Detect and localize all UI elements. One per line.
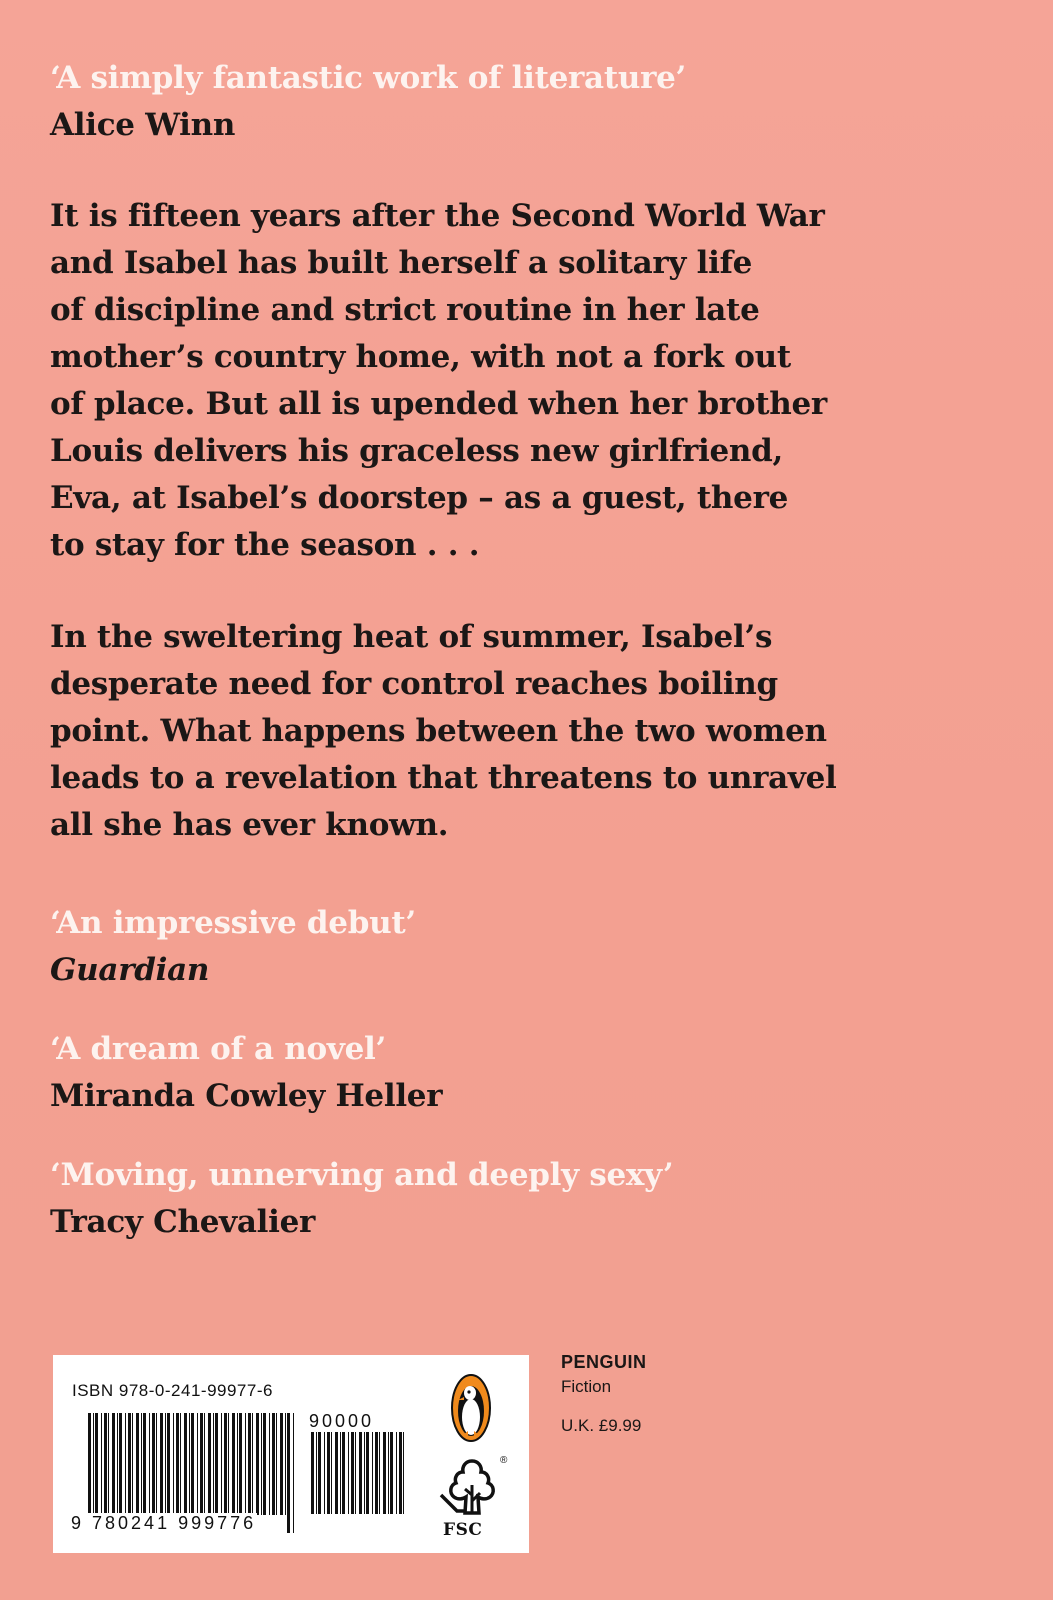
quote-top: ‘A simply fantastic work of literature’ [50, 60, 687, 96]
barcode-bar [359, 1432, 362, 1514]
barcode-bar [342, 1432, 345, 1514]
barcode-bar [245, 1413, 246, 1515]
barcode-bar [95, 1413, 98, 1515]
barcode-bar [191, 1413, 194, 1515]
barcode-bar [327, 1432, 330, 1514]
barcode-bar [167, 1413, 170, 1515]
book-price: U.K. £9.99 [561, 1416, 642, 1435]
barcode-bar [263, 1413, 266, 1515]
barcode-bar [311, 1432, 314, 1514]
blurb-line: of place. But all is upended when her brother [50, 386, 827, 422]
barcode-bar [237, 1413, 238, 1515]
barcode-bar [104, 1413, 107, 1515]
barcode-bar [156, 1413, 157, 1515]
barcode-bar [379, 1432, 380, 1514]
barcode-bar [351, 1432, 354, 1514]
book-category: Fiction [561, 1377, 612, 1396]
barcode-bar [197, 1413, 198, 1515]
blurb-line: Eva, at Isabel’s doorstep – as a guest, there [50, 480, 789, 516]
blurb-line: of discipline and strict routine in her late [50, 292, 760, 328]
barcode-bar [293, 1413, 294, 1533]
review-quote: ‘A dream of a novel’ [50, 1031, 386, 1067]
barcode-bar [108, 1413, 109, 1515]
barcode-bar [215, 1413, 218, 1515]
barcode-bar [280, 1413, 283, 1515]
barcode-bar [287, 1413, 290, 1533]
blurb-line: leads to a revelation that threatens to unravel [50, 760, 837, 796]
barcode-bar [256, 1413, 259, 1515]
barcode-bar [366, 1432, 369, 1514]
barcode-bar [335, 1432, 338, 1514]
review-quote: ‘An impressive debut’ [50, 905, 416, 941]
review-quote: ‘Moving, unnerving and deeply sexy’ [50, 1157, 674, 1193]
review-author: Tracy Chevalier [50, 1204, 316, 1240]
blurb-line: mother’s country home, with not a fork out [50, 339, 791, 375]
barcode-bar [383, 1432, 386, 1514]
barcode-bar [261, 1413, 262, 1515]
barcode-bar [173, 1413, 174, 1515]
barcode-bar [324, 1432, 325, 1514]
blurb-line: to stay for the season . . . [50, 527, 480, 563]
barcode-bar [149, 1413, 150, 1515]
barcode-bar [390, 1432, 393, 1514]
barcode-bar [165, 1413, 166, 1515]
barcode-bar [272, 1413, 275, 1515]
barcode-bar [117, 1413, 118, 1515]
fsc-label: FSC [443, 1520, 483, 1540]
barcode-bar [318, 1432, 321, 1514]
barcode-bar [101, 1413, 102, 1515]
barcode-bar [248, 1413, 251, 1515]
barcode-bar [176, 1413, 179, 1515]
barcode-bar [228, 1413, 229, 1515]
review-author: Miranda Cowley Heller [50, 1078, 443, 1114]
blurb-line: Louis delivers his graceless new girlfriend, [50, 433, 784, 469]
barcode-bar [128, 1413, 131, 1515]
barcode-bar [160, 1413, 163, 1515]
barcode-bar [388, 1432, 389, 1514]
barcode-bar [403, 1432, 404, 1514]
blurb-line: and Isabel has built herself a solitary life [50, 245, 753, 281]
barcode-bar [232, 1413, 235, 1515]
barcode-bar [112, 1413, 115, 1515]
barcode-bar [269, 1413, 270, 1515]
barcode-bar [208, 1413, 211, 1515]
quote-top-author: Alice Winn [50, 107, 236, 143]
ean-digits-text: 9 780241 999776 [71, 1513, 257, 1533]
barcode-bar [125, 1413, 126, 1515]
publisher-name: PENGUIN [561, 1352, 647, 1372]
blurb-line: It is fifteen years after the Second World War [50, 198, 825, 234]
barcode-bar [252, 1413, 253, 1515]
barcode-bar [276, 1413, 277, 1515]
barcode-bar [364, 1432, 365, 1514]
barcode-bar [375, 1432, 378, 1514]
blurb-line: desperate need for control reaches boiling [50, 666, 778, 702]
barcode-bar [204, 1413, 205, 1515]
barcode-panel [53, 1355, 529, 1553]
ean-digits [70, 1513, 257, 1534]
addon-barcode [311, 1432, 406, 1532]
barcode-bar [331, 1432, 332, 1514]
barcode-bar [372, 1432, 373, 1514]
barcode-bar [355, 1432, 356, 1514]
blurb-paragraph-1 [50, 193, 850, 569]
barcode-bar [340, 1432, 341, 1514]
barcode-bar [132, 1413, 133, 1515]
barcode-bar [316, 1432, 317, 1514]
review-author: Guardian [50, 952, 210, 988]
blurb-line: all she has ever known. [50, 807, 449, 843]
barcode-bar [200, 1413, 203, 1515]
barcode-bar [221, 1413, 222, 1515]
registered-mark: ® [500, 1455, 508, 1466]
barcode-bar [152, 1413, 155, 1515]
barcode-bar [224, 1413, 227, 1515]
barcode-bar [399, 1432, 402, 1514]
blurb-line: point. What happens between the two women [50, 713, 827, 749]
barcode-bar [239, 1413, 242, 1515]
blurb-line: In the sweltering heat of summer, Isabel’s [50, 619, 773, 655]
barcode-bar [285, 1413, 286, 1515]
barcode-bar [180, 1413, 181, 1515]
barcode-bar [143, 1413, 146, 1515]
blurb-paragraph-2 [50, 614, 850, 849]
barcode-bar [396, 1432, 397, 1514]
barcode-bar [141, 1413, 142, 1515]
penguin-logo-icon [450, 1373, 492, 1443]
barcode-bar [348, 1432, 349, 1514]
barcode-bar [119, 1413, 122, 1515]
barcode-bar [213, 1413, 214, 1515]
isbn-label: ISBN 978-0-241-99977-6 [72, 1381, 273, 1400]
barcode-bar [136, 1413, 139, 1515]
addon-digits: 90000 [309, 1411, 375, 1431]
